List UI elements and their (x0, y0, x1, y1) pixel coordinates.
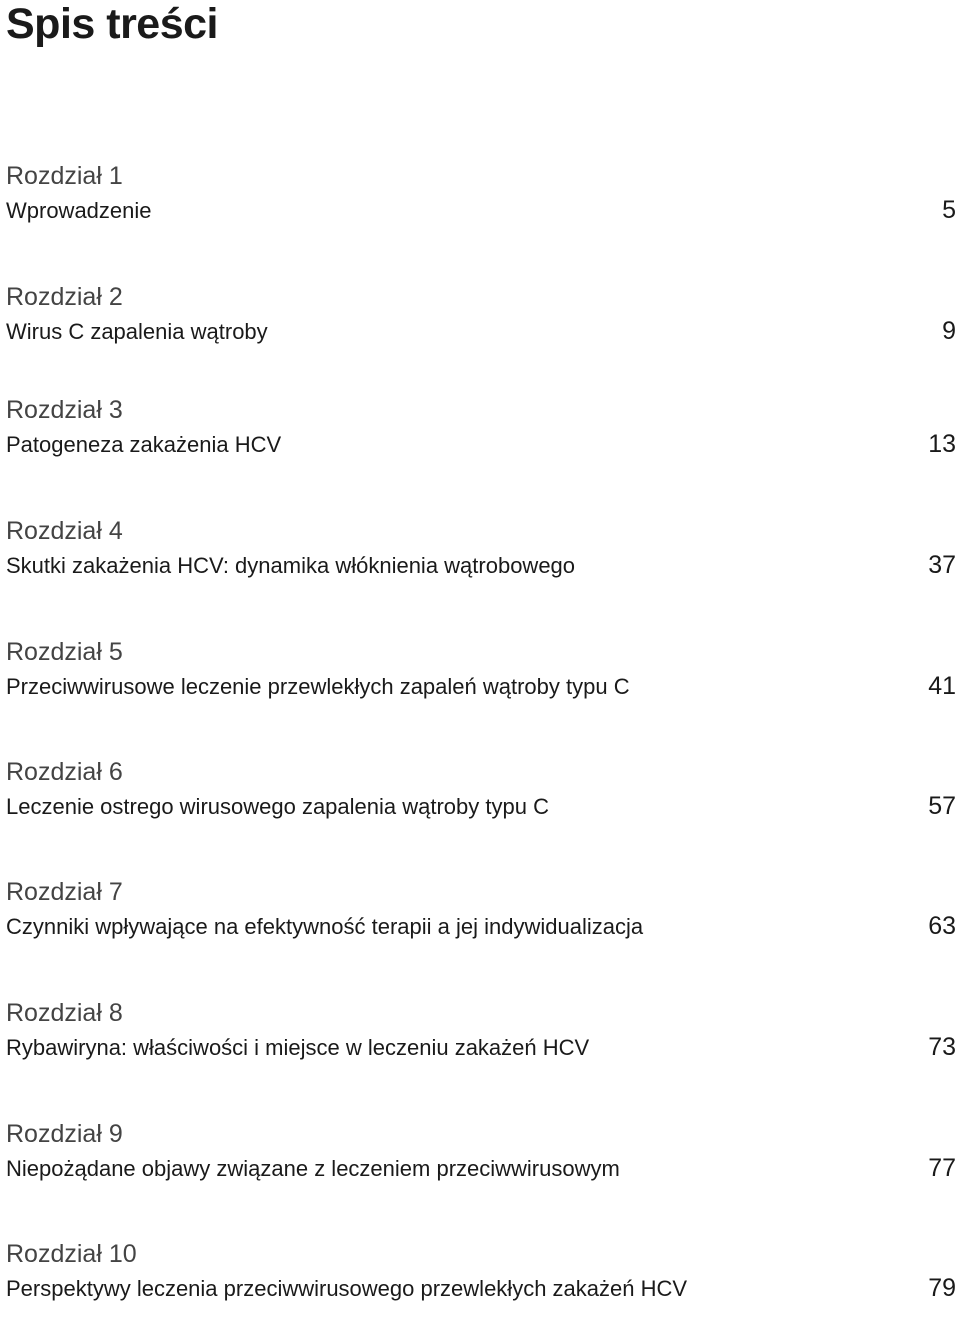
toc-entry-1[interactable] (0, 161, 960, 241)
page-number: 73 (928, 1033, 956, 1061)
chapter-label: Rozdział 2 (6, 283, 123, 311)
page-number: 79 (928, 1274, 956, 1302)
page-number: 41 (928, 672, 956, 700)
toc-entry-2[interactable] (0, 282, 960, 362)
toc-entry-6[interactable] (0, 757, 960, 837)
chapter-title[interactable]: Perspektywy leczenia przeciwwirusowego przewlekłych zakażeń HCV (6, 1276, 688, 1301)
page-number: 9 (942, 317, 956, 345)
chapter-title[interactable]: Leczenie ostrego wirusowego zapalenia wątroby typu C (6, 794, 549, 819)
chapter-label: Rozdział 6 (6, 758, 123, 786)
chapter-label: Rozdział 1 (6, 162, 123, 190)
chapter-label: Rozdział 5 (6, 638, 123, 666)
page-number: 13 (928, 430, 956, 458)
toc-entry-9[interactable] (0, 1119, 960, 1199)
chapter-title[interactable]: Wprowadzenie (6, 198, 152, 223)
chapter-label: Rozdział 7 (6, 878, 123, 906)
page-number: 77 (928, 1154, 956, 1182)
toc-entry-5[interactable] (0, 637, 960, 717)
page-title: Spis treści (6, 0, 218, 48)
chapter-label: Rozdział 10 (6, 1240, 137, 1268)
toc-entry-3[interactable] (0, 395, 960, 475)
chapter-label: Rozdział 4 (6, 517, 123, 545)
toc-entry-8[interactable] (0, 998, 960, 1078)
chapter-label: Rozdział 8 (6, 999, 123, 1027)
toc-entry-7[interactable] (0, 877, 960, 957)
chapter-title[interactable]: Rybawiryna: właściwości i miejsce w leczeniu zakażeń HCV (6, 1035, 590, 1060)
page-number: 37 (928, 551, 956, 579)
chapter-title[interactable]: Niepożądane objawy związane z leczeniem przeciwwirusowym (6, 1156, 620, 1181)
chapter-title[interactable]: Skutki zakażenia HCV: dynamika włóknienia wątrobowego (6, 553, 576, 578)
chapter-title[interactable]: Czynniki wpływające na efektywność terapii a jej indywidualizacja (6, 914, 644, 939)
chapter-title[interactable]: Przeciwwirusowe leczenie przewlekłych zapaleń wątroby typu C (6, 674, 630, 699)
toc-entry-10[interactable] (0, 1239, 960, 1319)
chapter-title[interactable]: Patogeneza zakażenia HCV (6, 432, 282, 457)
chapter-title[interactable]: Wirus C zapalenia wątroby (6, 319, 268, 344)
page-number: 57 (928, 792, 956, 820)
toc-entry-4[interactable] (0, 516, 960, 596)
page-number: 63 (928, 912, 956, 940)
page-number: 5 (942, 196, 956, 224)
chapter-label: Rozdział 3 (6, 396, 123, 424)
chapter-label: Rozdział 9 (6, 1120, 123, 1148)
